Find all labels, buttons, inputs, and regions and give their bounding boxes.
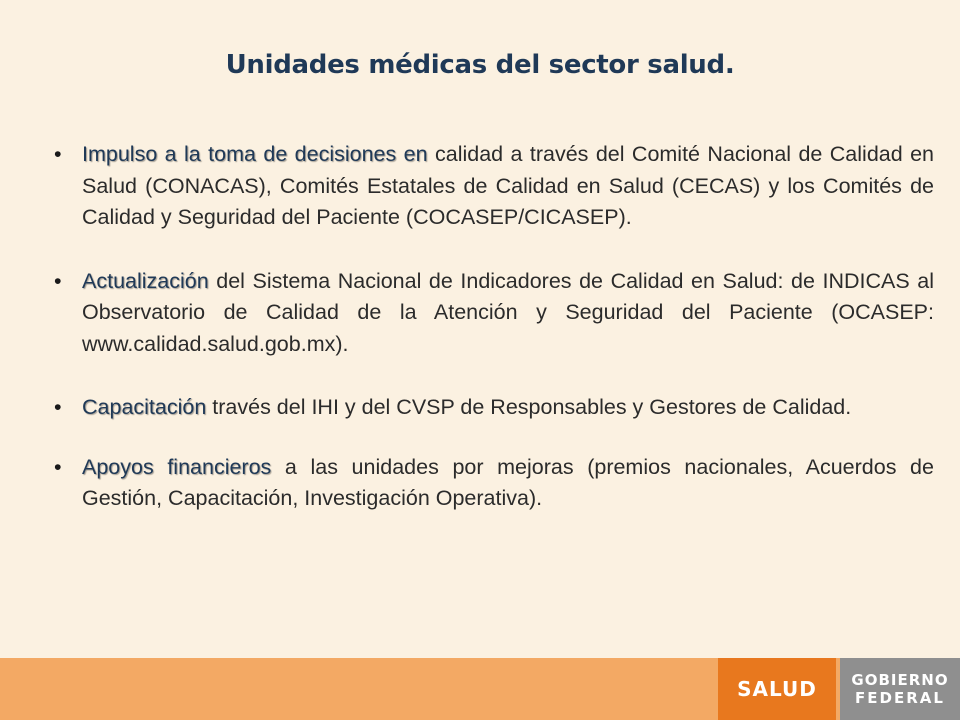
bullet-body-text: través del IHI y del CVSP de Responsables y Gestores de Calidad. xyxy=(206,395,852,419)
bullet-icon: • xyxy=(54,142,62,166)
bullet-body-text: a las unidades por mejoras (premios nacionales, Acuerdos de Gestión, Capacitación, Investigación Operativa). xyxy=(82,454,934,510)
bullet-body-text: calidad a través del Comité Nacional de Calidad en Salud (CONACAS), Comités Estatales de Calidad en Salud (CECAS) y los Comités de Calidad y Seguridad del Paciente (COCASEP/CICASEP). xyxy=(82,142,935,229)
bullet-icon: • xyxy=(54,454,62,479)
slide-title: Unidades médicas del sector salud. xyxy=(225,50,735,80)
salud-logo xyxy=(718,658,836,720)
bullet-lead-text: Actualización xyxy=(82,268,209,293)
bullet-lead-text: Apoyos financieros xyxy=(82,454,272,479)
gobierno-federal-logo xyxy=(840,658,960,720)
gobierno-logo-line2: FEDERAL xyxy=(855,689,945,707)
bullet-item xyxy=(54,452,934,515)
bullet-lead-text: Impulso a la toma de decisiones en xyxy=(82,142,428,166)
gobierno-logo-line1: GOBIERNO xyxy=(851,671,949,689)
salud-logo-text: SALUD xyxy=(737,677,817,701)
bullet-lead-text: Capacitación xyxy=(82,395,207,419)
bullet-item xyxy=(54,266,934,361)
bullet-body-text: del Sistema Nacional de Indicadores de Calidad en Salud: de INDICAS al Observatorio de Calidad de la Atención y Seguridad del Paciente (OCASEP: www.calidad.salud.gob.mx). xyxy=(82,268,934,356)
bullet-icon: • xyxy=(54,395,62,419)
bullet-item xyxy=(54,392,934,424)
bullet-icon: • xyxy=(54,268,62,293)
bullet-item xyxy=(54,139,934,234)
bullet-list xyxy=(54,139,934,547)
